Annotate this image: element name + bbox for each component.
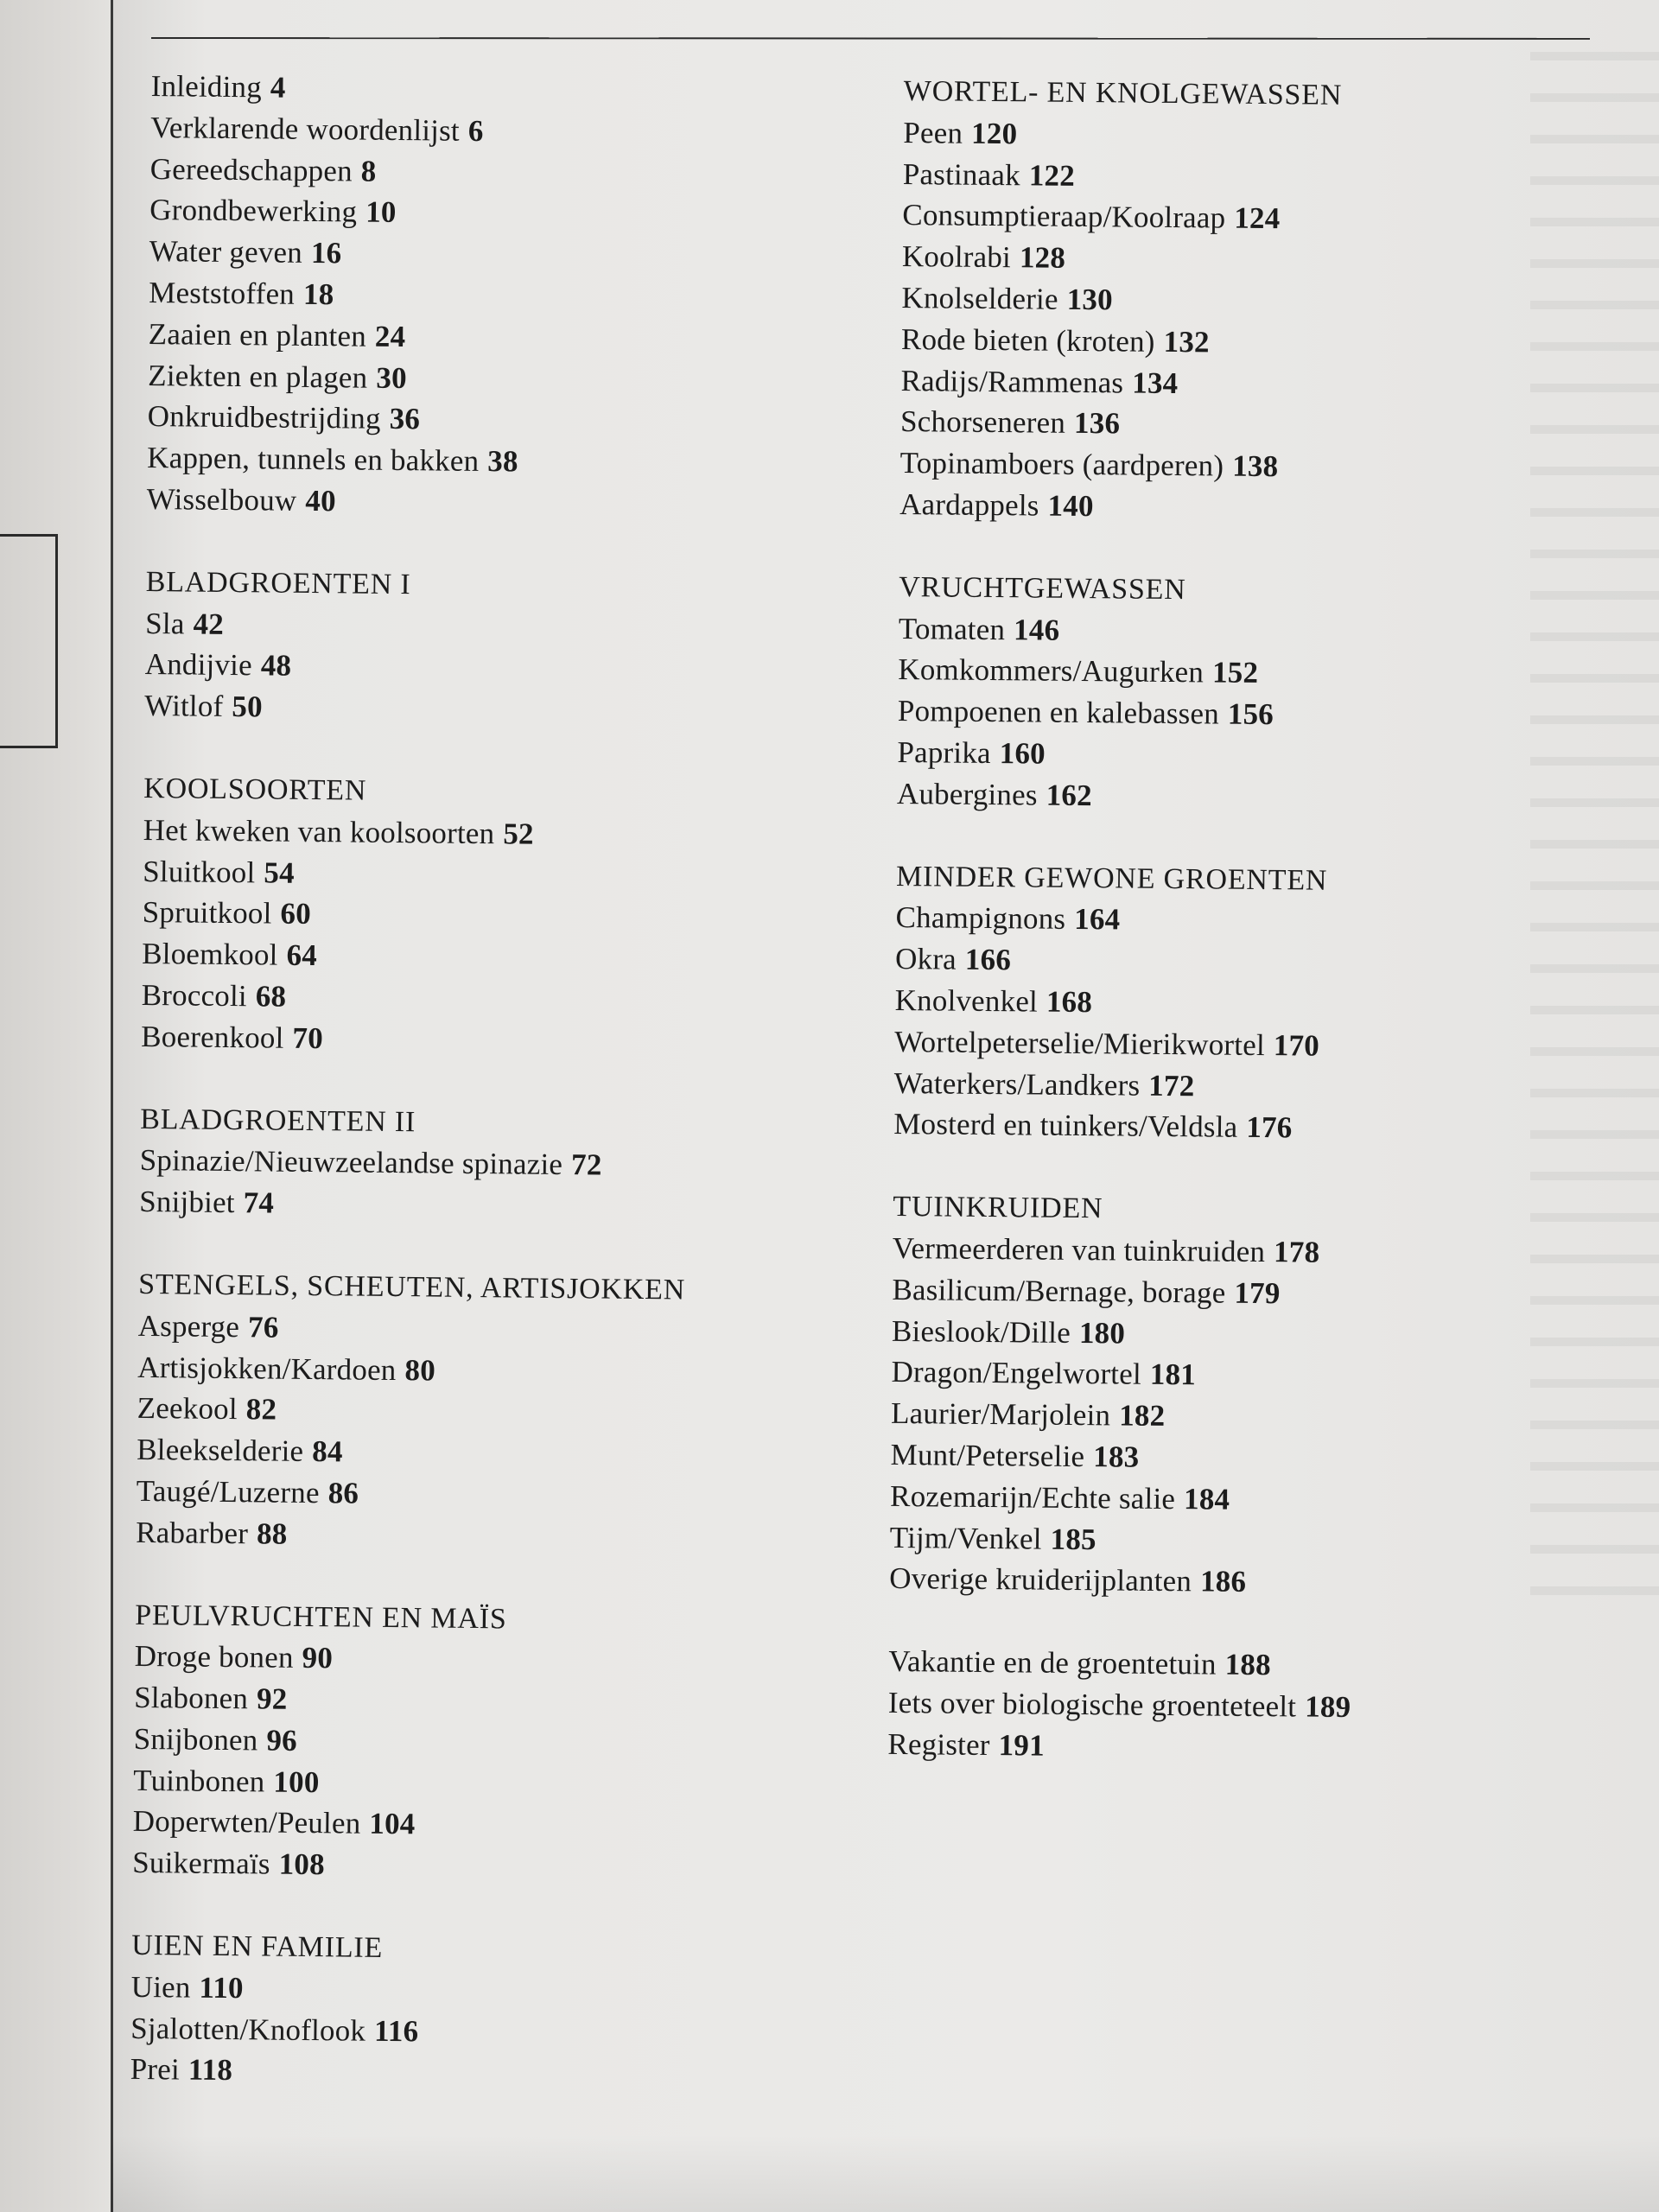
binding-shadow: [0, 0, 117, 2212]
entry-title: Waterkers/Landkers: [893, 1065, 1141, 1103]
toc-entry-inleiding: [150, 66, 697, 112]
toc-entry-rode-bieten-kroten: [901, 319, 1364, 365]
entry-title: Tomaten: [898, 611, 1006, 646]
toc-entry-doperwten-peulen: [132, 1801, 679, 1847]
toc-entry-register: [887, 1724, 1351, 1770]
toc-section-koolsoorten: [141, 768, 690, 1063]
page-number: 24: [374, 319, 406, 353]
page-number: 162: [1046, 778, 1092, 812]
entry-title: Iets over biologische groenteteelt: [887, 1685, 1297, 1724]
page-number: 176: [1246, 1110, 1293, 1145]
page-number: 52: [503, 817, 534, 851]
section-heading: UIEN EN FAMILIE: [131, 1929, 384, 1965]
page-number: 132: [1163, 324, 1210, 359]
page-number: 110: [199, 1970, 244, 2005]
page-number: 152: [1211, 655, 1259, 690]
toc-entry-snijbiet: [139, 1181, 686, 1228]
page-number: 64: [286, 938, 318, 973]
entry-title: Sla: [145, 606, 185, 641]
section-heading: MINDER GEWONE GROENTEN: [895, 860, 1328, 897]
toc-entry-bieslook-dille: [892, 1310, 1355, 1356]
entry-title: Champignons: [895, 900, 1066, 937]
toc-entry-boerenkool: [141, 1016, 688, 1063]
entry-title: Pastinaak: [902, 156, 1020, 192]
toc-section-minder-gewone-groenten: [893, 856, 1359, 1150]
toc-entry-wortelpeterselie-mierikwortel: [894, 1021, 1357, 1067]
entry-title: Onkruidbestrijding: [147, 399, 381, 436]
entry-title: Boerenkool: [141, 1019, 284, 1055]
entry-title: Artisjokken/Kardoen: [137, 1350, 397, 1387]
toc-entry-knolvenkel: [894, 980, 1357, 1026]
page-number: 189: [1304, 1689, 1351, 1724]
page-number: 168: [1046, 984, 1093, 1020]
page-number: 128: [1019, 240, 1066, 275]
section-heading: STENGELS, SCHEUTEN, ARTISJOKKEN: [138, 1268, 686, 1306]
entry-title: Snijbiet: [139, 1185, 235, 1220]
toc-entry-water-geven: [149, 231, 696, 277]
entry-title: Zeekool: [137, 1391, 238, 1427]
toc-entry-rabarber: [136, 1512, 683, 1559]
toc-entry-komkommers-augurken: [898, 649, 1361, 695]
entry-title: Wortelpeterselie/Mierikwortel: [894, 1024, 1266, 1062]
entry-title: Zaaien en planten: [148, 316, 367, 353]
toc-entry-radijs-rammenas: [900, 360, 1363, 406]
entry-title: Suikermaïs: [132, 1846, 270, 1881]
page-number: 130: [1066, 282, 1113, 317]
toc-section-tuinkruiden: [889, 1186, 1356, 1604]
toc-entry-asperge: [137, 1306, 684, 1352]
page-number: 86: [327, 1476, 359, 1510]
entry-title: Ziekten en plagen: [148, 358, 368, 395]
entry-title: Pompoenen en kalebassen: [897, 694, 1220, 731]
page-number: 146: [1013, 612, 1060, 647]
toc-section-general: [887, 1641, 1351, 1770]
page-number: 160: [999, 736, 1046, 771]
entry-title: Mosterd en tuinkers/Veldsla: [893, 1107, 1238, 1145]
section-heading: KOOLSOORTEN: [143, 772, 367, 807]
page-number: 184: [1183, 1481, 1230, 1516]
toc-entry-vakantie-en-de-groentetuin: [888, 1641, 1351, 1687]
toc-entry-prei: [130, 2049, 677, 2095]
page-number: 72: [570, 1147, 602, 1182]
toc-entry-zaaien-en-planten: [148, 314, 695, 360]
entry-title: Topinamboers (aardperen): [899, 446, 1224, 483]
page-number: 18: [302, 276, 334, 312]
page-number: 36: [389, 402, 421, 436]
page-number: 118: [188, 2053, 233, 2088]
entry-title: Meststoffen: [149, 275, 296, 311]
toc-entry-mosterd-en-tuinkers-veldsla: [893, 1103, 1357, 1149]
toc-entry-okra: [895, 938, 1358, 984]
toc-entry-zeekool: [137, 1388, 683, 1434]
toc-entry-broccoli: [141, 975, 688, 1021]
toc-entry-artisjokken-kardoen: [137, 1346, 684, 1393]
toc-section-bladgroenten-i: [144, 562, 693, 733]
toc-entry-peen: [903, 112, 1366, 158]
page-number: 136: [1073, 406, 1121, 441]
page-number: 180: [1078, 1315, 1126, 1351]
toc-entry-topinamboers-aardperen: [899, 442, 1363, 488]
section-heading: BLADGROENTEN I: [145, 565, 411, 601]
toc-entry-droge-bonen: [134, 1636, 681, 1682]
toc-entry-aubergines: [897, 773, 1360, 819]
toc-right-column: [887, 71, 1367, 1811]
toc-entry-tomaten: [899, 608, 1362, 654]
entry-title: Vakantie en de groentetuin: [888, 1644, 1217, 1681]
toc-entry-sjalotten-knoflook: [130, 2008, 677, 2055]
entry-title: Rabarber: [136, 1515, 249, 1550]
toc-entry-witlof: [144, 685, 691, 732]
toc-section-peulvruchten-en-mais: [132, 1594, 682, 1889]
toc-entry-gereedschappen: [149, 149, 696, 195]
toc-entry-spruitkool: [142, 892, 689, 938]
entry-title: Aardappels: [899, 486, 1039, 523]
toc-entry-tuinbonen: [133, 1760, 680, 1807]
toc-entry-meststoffen: [149, 272, 696, 319]
entry-title: Snijbonen: [133, 1721, 258, 1758]
entry-title: Slabonen: [134, 1680, 249, 1716]
toc-entry-basilicum-bernage-borage: [892, 1269, 1355, 1315]
page-number: 188: [1224, 1647, 1271, 1682]
page-number: 60: [280, 896, 312, 931]
toc-entry-verklarende-woordenlijst: [150, 107, 697, 154]
section-heading: TUINKRUIDEN: [893, 1191, 1103, 1225]
toc-entry-bloemkool: [142, 933, 689, 980]
page-number: 122: [1028, 157, 1076, 193]
toc-entry-bleekselderie: [137, 1429, 683, 1476]
entry-title: Knolvenkel: [894, 982, 1039, 1019]
toc-entry-waterkers-landkers: [894, 1062, 1357, 1108]
entry-title: Peen: [903, 115, 963, 150]
entry-title: Rozemarijn/Echte salie: [889, 1478, 1176, 1516]
toc-entry-tauge-luzerne: [136, 1471, 683, 1517]
page-number: 54: [264, 855, 296, 890]
entry-title: Rode bieten (kroten): [900, 321, 1155, 359]
show-through-text: [1530, 52, 1659, 1607]
toc-entry-munt-peterselie: [890, 1434, 1353, 1480]
entry-title: Andijvie: [144, 647, 253, 683]
entry-title: Taugé/Luzerne: [136, 1473, 320, 1510]
page-number: 38: [487, 444, 518, 479]
page-number: 166: [964, 942, 1012, 977]
page-number: 4: [270, 70, 286, 105]
entry-title: Droge bonen: [134, 1639, 294, 1675]
toc-entry-spinazie-nieuwzeelandse-spinazie: [139, 1140, 686, 1186]
toc-entry-uien: [130, 1967, 677, 2013]
page-number: 70: [292, 1020, 324, 1055]
page-number: 100: [273, 1764, 320, 1799]
toc-entry-andijvie: [144, 644, 691, 690]
entry-title: Broccoli: [141, 977, 248, 1014]
toc-entry-consumptieraap-koolraap: [902, 194, 1365, 240]
page-number: 92: [256, 1681, 288, 1716]
page-bottom-shadow: [111, 2134, 1659, 2212]
page-number: 40: [305, 483, 336, 518]
toc-entry-knolselderie: [901, 277, 1364, 323]
page-number: 186: [1199, 1564, 1247, 1599]
entry-title: Munt/Peterselie: [890, 1437, 1085, 1473]
toc-entry-pompoenen-en-kalebassen: [898, 690, 1361, 736]
toc-entry-koolrabi: [902, 236, 1365, 282]
toc-entry-het-kweken-van-koolsoorten: [143, 810, 690, 856]
toc-entry-snijbonen: [133, 1719, 680, 1765]
toc-section-bladgroenten-ii: [139, 1098, 687, 1228]
page-number: 134: [1132, 365, 1179, 400]
page-number: 8: [360, 154, 377, 188]
entry-title: Inleiding: [150, 68, 263, 105]
entry-title: Tuinbonen: [133, 1763, 265, 1799]
toc-entry-onkruidbestrijding: [147, 396, 694, 442]
page-number: 138: [1231, 448, 1279, 484]
entry-title: Koolrabi: [901, 239, 1012, 275]
page-number: 96: [266, 1723, 298, 1758]
entry-title: Gereedschappen: [149, 151, 353, 188]
entry-title: Vermeerderen van tuinkruiden: [892, 1230, 1266, 1268]
page-number: 30: [376, 360, 407, 395]
entry-title: Komkommers/Augurken: [898, 652, 1205, 690]
entry-title: Verklarende woordenlijst: [150, 110, 461, 148]
toc-entry-aardappels: [899, 484, 1363, 530]
toc-entry-overige-kruiderijplanten: [889, 1558, 1352, 1604]
toc-entry-tijm-venkel: [889, 1516, 1352, 1562]
section-heading: WORTEL- EN KNOLGEWASSEN: [903, 74, 1343, 111]
toc-section-stengels-scheuten-artisjokken: [136, 1264, 685, 1559]
page-number: 178: [1273, 1235, 1320, 1269]
toc-section-uien-en-familie: [130, 1925, 678, 2096]
page-number: 140: [1047, 488, 1094, 524]
entry-title: Sjalotten/Knoflook: [130, 2011, 366, 2048]
entry-title: Overige kruiderijplanten: [889, 1561, 1192, 1599]
toc-section-vruchtgewassen: [897, 567, 1362, 819]
toc-entry-champignons: [895, 897, 1358, 943]
page-number: 50: [232, 690, 264, 724]
toc-left-column: [130, 66, 698, 2138]
page-number: 170: [1273, 1027, 1320, 1063]
toc-entry-sluitkool: [143, 850, 690, 897]
toc-entry-suikermais: [132, 1842, 679, 1889]
toc-entry-grondbewerking: [149, 189, 696, 236]
page-number: 179: [1234, 1275, 1281, 1310]
entry-title: Asperge: [137, 1308, 240, 1344]
toc-entry-iets-over-biologische-groenteteelt: [888, 1682, 1351, 1728]
page-number: 82: [245, 1392, 277, 1427]
entry-title: Het kweken van koolsoorten: [143, 812, 495, 850]
entry-title: Consumptieraap/Koolraap: [902, 198, 1226, 235]
toc-section-general: [146, 66, 697, 525]
page-number: 164: [1074, 902, 1121, 937]
entry-title: Dragon/Engelwortel: [891, 1355, 1142, 1392]
page-number: 16: [310, 236, 342, 270]
entry-title: Doperwten/Peulen: [132, 1804, 361, 1841]
entry-title: Sluitkool: [143, 854, 256, 889]
page-number: 48: [260, 648, 292, 683]
page-number: 104: [369, 1807, 416, 1841]
page-number: 156: [1227, 696, 1274, 732]
page-number: 183: [1093, 1440, 1140, 1474]
entry-title: Tijm/Venkel: [889, 1520, 1042, 1556]
page-number: 90: [302, 1641, 334, 1675]
toc-entry-wisselbouw: [146, 479, 693, 525]
page-number: 116: [373, 2013, 419, 2049]
toc-entry-pastinaak: [903, 154, 1366, 200]
page-number: 74: [243, 1185, 275, 1220]
entry-title: Bloemkool: [142, 937, 278, 972]
toc-entry-vermeerderen-van-tuinkruiden: [893, 1228, 1356, 1274]
entry-title: Schorseneren: [899, 404, 1066, 441]
entry-title: Register: [887, 1726, 990, 1762]
entry-title: Bieslook/Dille: [891, 1313, 1071, 1350]
entry-title: Water geven: [149, 234, 303, 270]
entry-title: Prei: [130, 2052, 181, 2087]
entry-title: Witlof: [144, 689, 224, 724]
toc-entry-schorseneren: [900, 401, 1363, 447]
page-number: 191: [998, 1727, 1045, 1763]
toc-entry-rozemarijn-echte-salie: [890, 1476, 1353, 1522]
entry-title: Radijs/Rammenas: [900, 363, 1124, 400]
page-number: 42: [193, 607, 225, 641]
section-heading: PEULVRUCHTEN EN MAÏS: [135, 1599, 507, 1635]
toc-entry-slabonen: [134, 1677, 681, 1724]
page-number: 185: [1050, 1522, 1096, 1556]
page-number: 80: [404, 1352, 436, 1388]
toc-entry-sla: [145, 603, 692, 650]
entry-title: Spruitkool: [142, 895, 272, 931]
page-number: 124: [1234, 201, 1281, 236]
entry-title: Okra: [894, 942, 957, 976]
entry-title: Uien: [130, 1969, 191, 2005]
entry-title: Wisselbouw: [146, 481, 297, 518]
toc-entry-laurier-marjolein: [891, 1393, 1354, 1439]
entry-title: Kappen, tunnels en bakken: [147, 441, 480, 479]
page-number: 108: [278, 1847, 326, 1882]
toc-entry-paprika: [897, 732, 1360, 778]
previous-page-tab: [0, 534, 58, 748]
entry-title: Aubergines: [896, 776, 1038, 812]
page-number: 182: [1119, 1398, 1166, 1433]
page-number: 84: [312, 1434, 343, 1469]
page-number: 76: [247, 1309, 279, 1344]
entry-title: Spinazie/Nieuwzeelandse spinazie: [139, 1143, 563, 1182]
toc-entry-ziekten-en-plagen: [148, 355, 695, 402]
toc-entry-kappen-tunnels-en-bakken: [147, 437, 694, 484]
entry-title: Grondbewerking: [149, 193, 358, 229]
entry-title: Paprika: [897, 734, 991, 770]
page-number: 172: [1148, 1068, 1195, 1103]
entry-title: Laurier/Marjolein: [890, 1396, 1111, 1433]
entry-title: Basilicum/Bernage, borage: [892, 1272, 1226, 1310]
page-number: 120: [970, 116, 1018, 151]
page-number: 88: [256, 1516, 288, 1551]
page-number: 68: [255, 979, 287, 1014]
section-heading: BLADGROENTEN II: [140, 1103, 416, 1138]
page-number: 181: [1149, 1357, 1197, 1392]
toc-section-wortel-en-knolgewassen: [899, 71, 1366, 530]
toc-entry-dragon-engelwortel: [891, 1351, 1354, 1397]
entry-title: Knolselderie: [901, 280, 1058, 316]
page-number: 10: [365, 195, 397, 230]
page-number: 6: [467, 113, 484, 148]
entry-title: Bleekselderie: [137, 1433, 304, 1469]
section-heading: VRUCHTGEWASSEN: [899, 570, 1186, 606]
